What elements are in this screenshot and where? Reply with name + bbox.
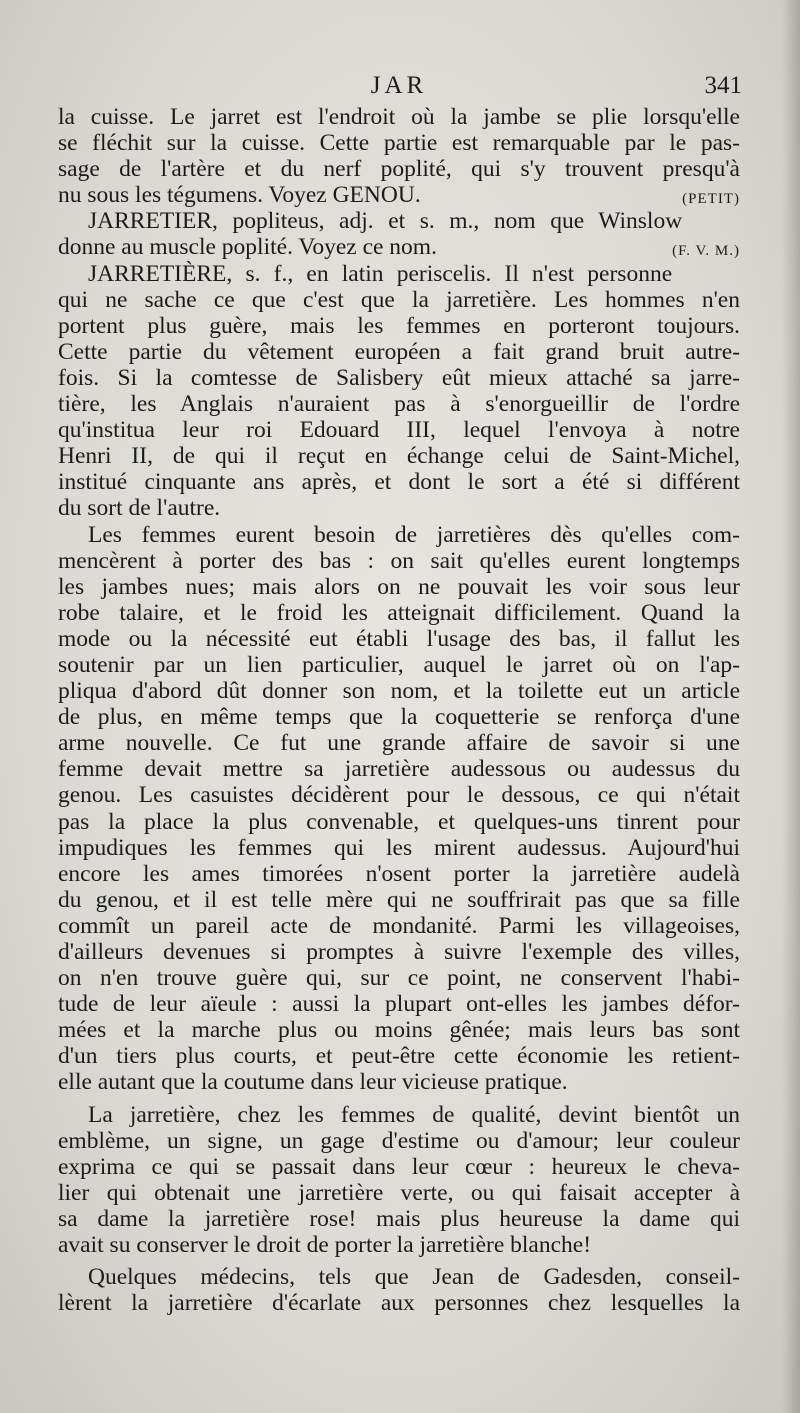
text-line: du genou, et il est telle mère qui ne souffrirait pas que sa fille: [58, 886, 740, 913]
text-line: emblème, un signe, un gage d'estime ou d'amour; leur couleur: [58, 1127, 740, 1154]
text-line: qui ne sache ce que c'est que la jarretière. Les hommes n'en: [58, 286, 740, 313]
text-line: sa dame la jarretière rose! mais plus heureuse la dame qui: [58, 1205, 740, 1232]
text-line: pliqua d'abord dût donner son nom, et la toilette eut un article: [58, 678, 740, 705]
text-line: Henri II, de qui il reçut en échange celui de Saint-Michel,: [58, 443, 740, 470]
text-line: lier qui obtenait une jarretière verte, ou qui faisait accepter à: [58, 1179, 740, 1206]
text-line: JARRETIER, popliteus, adj. et s. m., nom que Winslow: [88, 208, 683, 235]
text-line: sage de l'artère et du nerf poplité, qui s'y trouvent presqu'à: [58, 156, 740, 183]
text-line: JARRETIÈRE, s. f., en latin periscelis. Il n'est personne: [88, 260, 673, 287]
text-line: on n'en trouve guère qui, sur ce point, ne conservent l'habi-: [58, 965, 740, 992]
text-line: d'ailleurs devenues si promptes à suivre l'exemple des villes,: [58, 939, 740, 965]
text-line: se fléchit sur la cuisse. Cette partie est remarquable par le pas-: [58, 130, 740, 157]
page-header: [58, 72, 740, 108]
body-text: [58, 104, 740, 1316]
text-line: soutenir par un lien particulier, auquel le jarret où on l'ap-: [58, 651, 740, 678]
text-line: fois. Si la comtesse de Salisbery eût mieux attaché sa jarre-: [58, 364, 740, 391]
text-line: impudiques les femmes qui les mirent audessus. Aujourd'hui: [58, 834, 740, 861]
text-line: les jambes nues; mais alors on ne pouvait les voir sous leur: [58, 573, 740, 600]
text-line: elle autant que la coutume dans leur vicieuse pratique.: [58, 1069, 568, 1096]
text-line: exprima ce qui se passait dans leur cœur : heureux le cheva-: [58, 1153, 740, 1180]
text-line: tière, les Anglais n'auraient pas à s'enorgueillir de l'ordre: [58, 391, 740, 418]
text-line: portent plus guère, mais les femmes en porteront toujours.: [58, 312, 740, 339]
text-line: pas la place la plus convenable, et quelques-uns tinrent pour: [58, 808, 740, 835]
text-line: avait su conserver le droit de porter la jarretière blanche!: [58, 1232, 592, 1259]
text-line: lèrent la jarretière d'écarlate aux personnes chez lesquelles la: [58, 1290, 740, 1317]
text-line: robe talaire, et le froid les atteignait difficilement. Quand la: [58, 599, 740, 626]
author-signature: (F. V. M.): [672, 243, 740, 260]
text-line: Cette partie du vêtement européen a fait grand bruit autre-: [58, 338, 740, 365]
text-line: [58, 234, 740, 260]
text-line: Quelques médecins, tels que Jean de Gadesden, conseil-: [88, 1264, 740, 1291]
text-line: arme nouvelle. Ce fut une grande affaire de savoir si une: [58, 730, 740, 757]
text-line: encore les ames timorées n'osent porter la jarretière audelà: [58, 860, 740, 887]
text-line: mées et la marche plus ou moins gênée; mais leurs bas sont: [58, 1017, 740, 1044]
text-line: Les femmes eurent besoin de jarretières dès qu'elles com-: [88, 521, 740, 548]
text-line-content: donne au muscle poplité. Voyez ce nom.: [58, 234, 437, 261]
text-line: de plus, en même temps que la coquetterie se renforça d'une: [58, 704, 740, 731]
text-line: institué cinquante ans après, et dont le sort a été si différent: [58, 469, 740, 496]
running-head: JAR: [370, 72, 428, 99]
text-line: la cuisse. Le jarret est l'endroit où la jambe se plie lorsqu'elle: [58, 104, 740, 130]
text-line: commît un pareil acte de mondanité. Parmi les villageoises,: [58, 912, 740, 939]
text-line: genou. Les casuistes décidèrent pour le dessous, ce qui n'était: [58, 782, 740, 809]
text-line: tude de leur aïeule : aussi la plupart ont-elles les jambes défor-: [58, 991, 740, 1018]
text-line: [58, 182, 740, 208]
text-line: mode ou la nécessité eut établi l'usage des bas, il fallut les: [58, 625, 740, 652]
text-line: d'un tiers plus courts, et peut-être cette économie les retient-: [58, 1043, 740, 1070]
text-line: du sort de l'autre.: [58, 495, 221, 522]
text-line: La jarretière, chez les femmes de qualité, devint bientôt un: [88, 1101, 740, 1128]
text-line: femme devait mettre sa jarretière audessous ou audessus du: [58, 756, 740, 783]
author-signature: (PETIT): [682, 191, 740, 208]
text-line-content: nu sous les tégumens. Voyez GENOU.: [58, 182, 421, 209]
text-line: qu'institua leur roi Edouard III, lequel l'envoya à notre: [58, 417, 740, 444]
page-number: 341: [704, 72, 742, 99]
text-line: mencèrent à porter des bas : on sait qu'elles eurent longtemps: [58, 547, 740, 574]
page-spine-shadow: [782, 0, 800, 1413]
